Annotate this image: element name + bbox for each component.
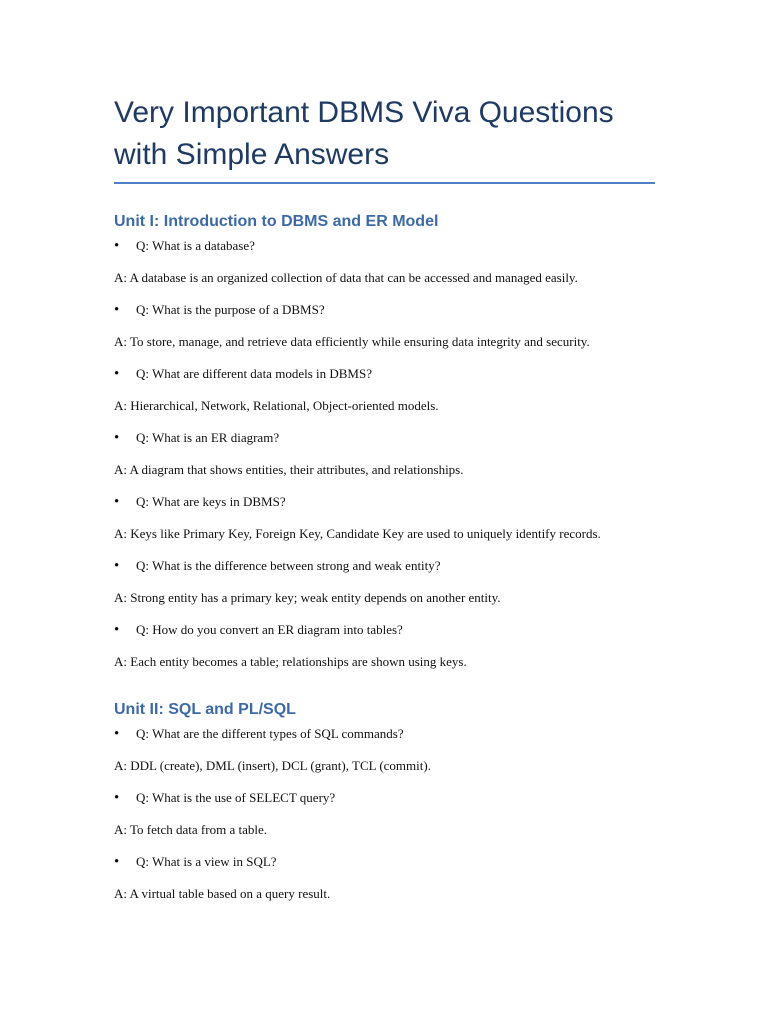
question-text: Q: What is the purpose of a DBMS?	[136, 302, 325, 317]
bullet-icon: •	[114, 302, 120, 318]
question-text: Q: How do you convert an ER diagram into tables?	[136, 622, 403, 637]
qa-item	[114, 366, 655, 414]
section-unit-2	[114, 700, 655, 902]
answer-text: A: A database is an organized collection of data that can be accessed and managed easily.	[114, 270, 578, 285]
question-bullet-item	[114, 558, 655, 574]
qa-item	[114, 622, 655, 670]
qa-item	[114, 302, 655, 350]
question-text: Q: What is a view in SQL?	[136, 854, 277, 869]
question-bullet-item	[114, 238, 655, 254]
answer-text: A: To fetch data from a table.	[114, 822, 267, 837]
answer-text: A: Hierarchical, Network, Relational, Object-oriented models.	[114, 398, 439, 413]
question-text: Q: What is a database?	[136, 238, 255, 253]
question-text: Q: What is an ER diagram?	[136, 430, 280, 445]
question-text: Q: What are keys in DBMS?	[136, 494, 286, 509]
bullet-icon: •	[114, 790, 120, 806]
bullet-icon: •	[114, 366, 120, 382]
document-title: Very Important DBMS Viva Questions with Simple Answers	[114, 92, 655, 184]
question-bullet-item	[114, 366, 655, 382]
question-bullet-item	[114, 726, 655, 742]
question-bullet-item	[114, 430, 655, 446]
answer-text: A: A virtual table based on a query result.	[114, 886, 331, 901]
question-bullet-item	[114, 622, 655, 638]
question-text: Q: What is the use of SELECT query?	[136, 790, 336, 805]
qa-item	[114, 790, 655, 838]
bullet-icon: •	[114, 430, 120, 446]
answer-text: A: To store, manage, and retrieve data efficiently while ensuring data integrity and security.	[114, 334, 590, 349]
question-bullet-item	[114, 494, 655, 510]
question-text: Q: What are different data models in DBMS?	[136, 366, 372, 381]
answer-text: A: A diagram that shows entities, their attributes, and relationships.	[114, 462, 464, 477]
bullet-icon: •	[114, 726, 120, 742]
question-bullet-item	[114, 790, 655, 806]
bullet-icon: •	[114, 494, 120, 510]
qa-item	[114, 238, 655, 286]
qa-item	[114, 494, 655, 542]
bullet-icon: •	[114, 854, 120, 870]
bullet-icon: •	[114, 238, 120, 254]
section-unit-1	[114, 212, 655, 670]
qa-item	[114, 430, 655, 478]
question-bullet-item	[114, 302, 655, 318]
qa-item	[114, 558, 655, 606]
qa-item	[114, 854, 655, 902]
section-heading: Unit II: SQL and PL/SQL	[114, 701, 296, 718]
question-text: Q: What is the difference between strong and weak entity?	[136, 558, 441, 573]
question-text: Q: What are the different types of SQL commands?	[136, 726, 404, 741]
document-page	[114, 92, 655, 902]
answer-text: A: Strong entity has a primary key; weak entity depends on another entity.	[114, 590, 501, 605]
qa-item	[114, 726, 655, 774]
answer-text: A: DDL (create), DML (insert), DCL (grant), TCL (commit).	[114, 758, 431, 773]
bullet-icon: •	[114, 558, 120, 574]
bullet-icon: •	[114, 622, 120, 638]
answer-text: A: Keys like Primary Key, Foreign Key, Candidate Key are used to uniquely identify records.	[114, 526, 601, 541]
question-bullet-item	[114, 854, 655, 870]
section-heading: Unit I: Introduction to DBMS and ER Model	[114, 213, 439, 230]
answer-text: A: Each entity becomes a table; relationships are shown using keys.	[114, 654, 467, 669]
